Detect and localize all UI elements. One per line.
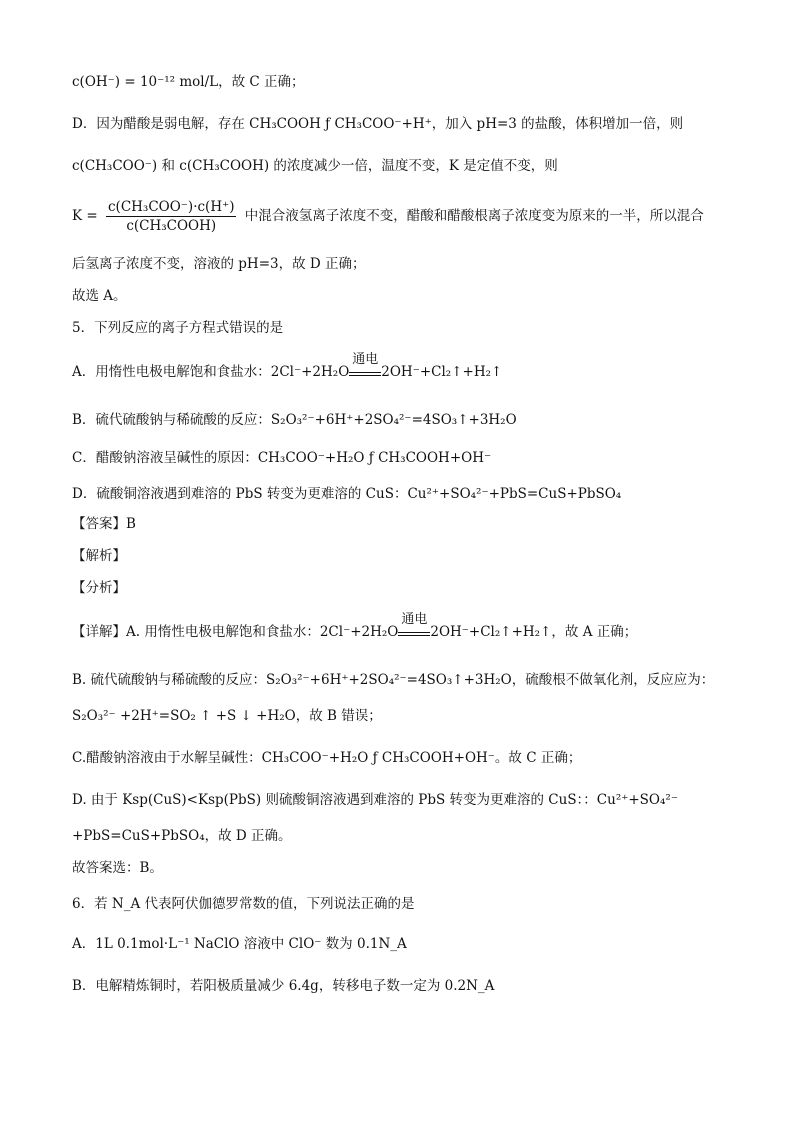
q5-option-c: C．醋酸钠溶液呈碱性的原因：CH₃COO⁻+H₂O ƒ CH₃COOH+OH⁻: [72, 450, 492, 466]
k-formula-line: [72, 198, 704, 235]
question-5-stem: 5．下列反应的离子方程式错误的是: [72, 320, 284, 336]
q5-option-a: [72, 351, 503, 383]
detail-option-d-cont: +PbS=CuS+PbSO₄，故 D 正确。: [72, 828, 292, 844]
detail-option-b-correct-equation: S₂O₃²⁻ +2H⁺=SO₂ ↑ +S ↓ +H₂O，故 B 错误；: [72, 708, 382, 724]
text-line-oh-concentration: c(OH⁻) = 10⁻¹² mol/L，故 C 正确；: [72, 74, 305, 90]
q6-option-b: B．电解精炼铜时，若阳极质量减少 6.4g，转移电子数一定为 0.2N_A: [72, 978, 495, 994]
k-denominator: c(CH₃COOH): [126, 218, 217, 234]
analysis-label: 【解析】: [72, 548, 126, 564]
detail-option-c: C.醋酸钠溶液由于水解呈碱性：CH₃COO⁻+H₂O ƒ CH₃COOH+OH⁻。故 C 正确；: [72, 750, 582, 766]
review-label: 【分析】: [72, 580, 126, 596]
final-answer: 故答案选：B。: [72, 860, 163, 876]
detail-a-reactants: 【详解】A. 用惰性电极电解饱和食盐水：2Cl⁻+2H₂O: [72, 624, 399, 640]
detail-a-products: 2OH⁻+Cl₂↑+H₂↑，故 A 正确；: [430, 624, 638, 640]
q5-option-d: D．硫酸铜溶液遇到难溶的 PbS 转变为更难溶的 CuS：Cu²⁺+SO₄²⁻+PbS=CuS+PbSO₄: [72, 486, 622, 502]
electrolysis-label-detail: 通电: [401, 611, 428, 627]
q5-option-a-reactants: A．用惰性电极电解饱和食盐水：2Cl⁻+2H₂O: [72, 364, 350, 380]
electrolysis-condition-sign: [349, 351, 381, 383]
question-6-stem: 6．若 N_A 代表阿伏伽德罗常数的值，下列说法正确的是: [72, 896, 415, 912]
text-line-d-acetic-acid: D．因为醋酸是弱电解，存在 CH₃COOH ƒ CH₃COO⁻+H⁺，加入 pH=3 的盐酸，体积增加一倍，则: [72, 116, 684, 132]
k-formula-explanation: 中混合液氢离子浓度不变，醋酸和醋酸根离子浓度变为原来的一半，所以混合: [244, 208, 704, 224]
k-formula-lhs: K =: [72, 208, 98, 224]
answer-label: 【答案】B: [72, 516, 136, 532]
text-line-ph-conclusion: 后氢离子浓度不变，溶液的 pH=3，故 D 正确；: [72, 256, 366, 272]
q5-option-b: B．硫代硫酸钠与稀硫酸的反应：S₂O₃²⁻+6H⁺+2SO₄²⁻=4SO₃↑+3H₂O: [72, 412, 517, 428]
text-line-concentration-halved: c(CH₃COO⁻) 和 c(CH₃COOH) 的浓度减少一倍，温度不变，K 是定值不变，则: [72, 158, 558, 174]
electrolysis-condition-sign-detail: [398, 611, 430, 643]
detail-option-d: D. 由于 Ksp(CuS)<Ksp(PbS) 则硫酸铜溶液遇到难溶的 PbS 转变为更难溶的 CuS：：Cu²⁺+SO₄²⁻: [72, 792, 678, 808]
k-numerator: c(CH₃COO⁻)·c(H⁺): [108, 199, 235, 215]
text-line-choose-a: 故选 A。: [72, 288, 127, 304]
detail-option-a: [72, 611, 638, 643]
electrolysis-label: 通电: [352, 351, 379, 367]
q5-option-a-products: 2OH⁻+Cl₂↑+H₂↑: [381, 364, 503, 380]
k-fraction: [106, 198, 236, 235]
detail-option-b: B. 硫代硫酸钠与稀硫酸的反应：S₂O₃²⁻+6H⁺+2SO₄²⁻=4SO₃↑+3H₂O，硫酸根不做氧化剂，反应应为：: [72, 672, 715, 688]
q6-option-a: A．1L 0.1mol·L⁻¹ NaClO 溶液中 ClO⁻ 数为 0.1N_A: [72, 936, 407, 952]
